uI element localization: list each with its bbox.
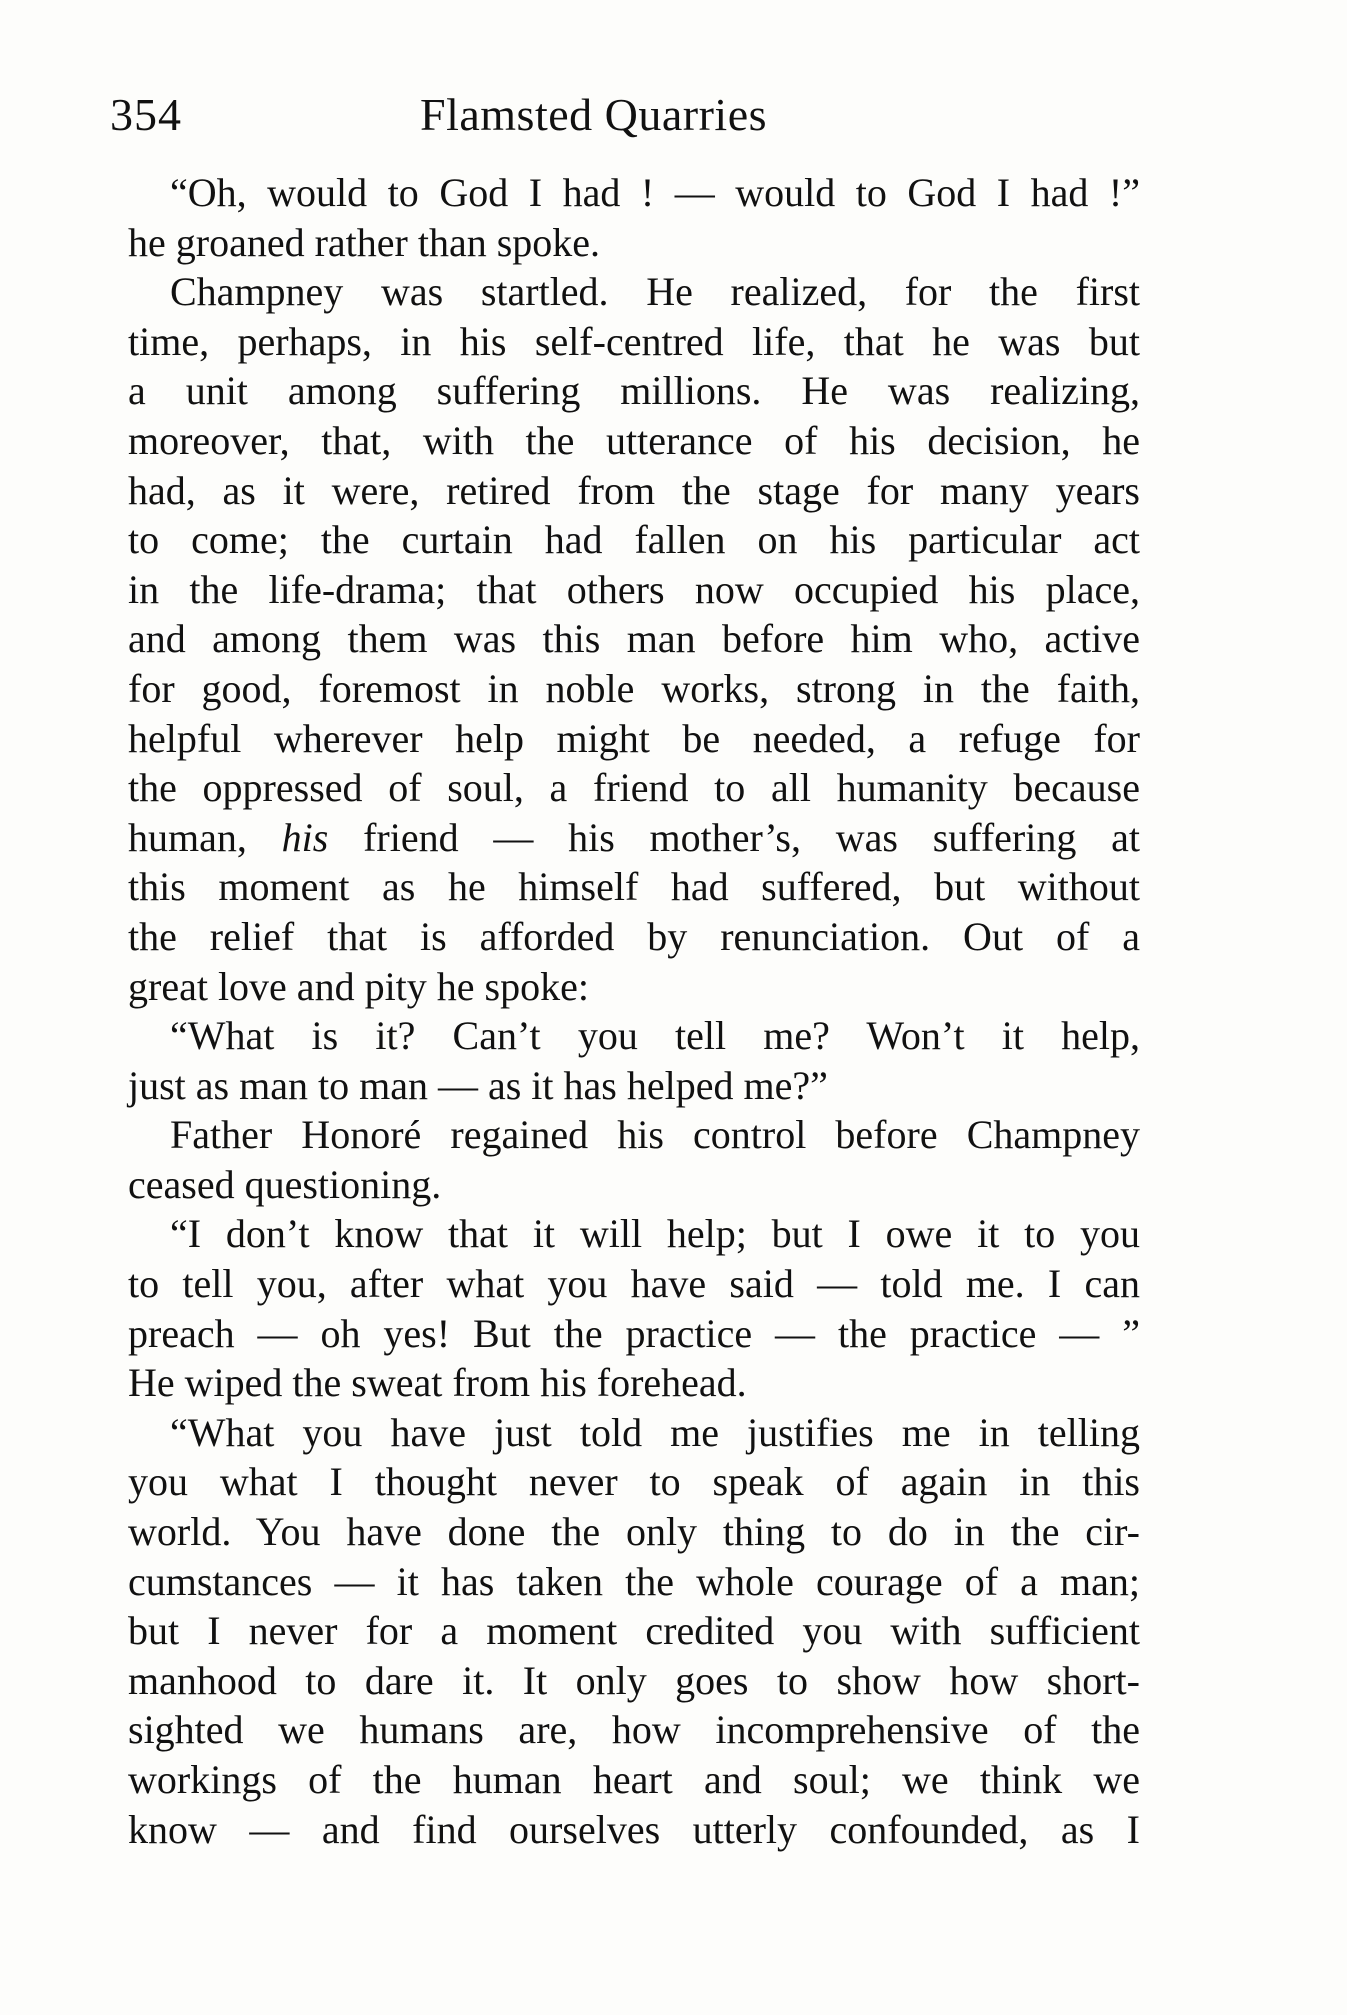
text-line: moreover, that, with the utterance of his decision, he <box>128 417 1140 463</box>
text-line: “Oh, would to God I had ! — would to God I had !” <box>170 170 1140 215</box>
text-line: “I don’t know that it will help; but I owe it to you <box>170 1211 1140 1257</box>
text-line: the relief that is afforded by renunciation. Out of a <box>128 913 1140 959</box>
text-line: and among them was this man before him who, active <box>128 616 1140 662</box>
text-segment: friend — his mother’s, was suffering at <box>328 814 1140 860</box>
text-line: had, as it were, retired from the stage for many years <box>128 467 1140 513</box>
text-line: sighted we humans are, how incomprehensive of the <box>128 1707 1140 1753</box>
text-line: great love and pity he spoke: <box>128 963 589 1009</box>
text-line: Father Honoré regained his control before Champney <box>170 1112 1140 1158</box>
text-line: “What is it? Can’t you tell me? Won’t it help, <box>170 1013 1140 1059</box>
text-line: he groaned rather than spoke. <box>128 219 601 265</box>
text-line: time, perhaps, in his self-centred life, that he was but <box>128 318 1140 364</box>
text-line: know — and find ourselves utterly confounded, as I <box>128 1806 1140 1852</box>
text-line: to tell you, after what you have said — told me. I can <box>128 1261 1140 1307</box>
text-line: world. You have done the only thing to do in the cir- <box>128 1509 1140 1555</box>
text-line: workings of the human heart and soul; we think we <box>128 1757 1140 1802</box>
text-line: ceased questioning. <box>128 1161 442 1207</box>
text-segment: human, <box>128 814 282 860</box>
page-number: 354 <box>110 89 182 140</box>
text-line: helpful wherever help might be needed, a refuge for <box>128 715 1140 761</box>
text-line: preach — oh yes! But the practice — the practice — ” <box>128 1310 1140 1356</box>
text-line: you what I thought never to speak of again in this <box>128 1459 1140 1505</box>
text-line: a unit among suffering millions. He was realizing, <box>128 368 1140 414</box>
text-line: the oppressed of soul, a friend to all humanity because <box>128 765 1140 811</box>
running-title: Flamsted Quarries <box>420 89 768 140</box>
text-line: “What you have just told me justifies me in telling <box>170 1409 1140 1455</box>
italic-word: his <box>281 814 329 860</box>
text-line: manhood to dare it. It only goes to show how short- <box>128 1657 1140 1703</box>
body-text <box>128 168 1140 1854</box>
running-head <box>110 88 1140 158</box>
text-line: cumstances — it has taken the whole courage of a man; <box>128 1558 1140 1604</box>
text-line: but I never for a moment credited you with sufficient <box>128 1608 1140 1654</box>
text-line: for good, foremost in noble works, strong in the faith, <box>128 665 1140 711</box>
text-line: Champney was startled. He realized, for the first <box>170 269 1140 315</box>
text-line: in the life-drama; that others now occupied his place, <box>128 566 1140 612</box>
text-line: He wiped the sweat from his forehead. <box>128 1360 747 1406</box>
text-line: this moment as he himself had suffered, but without <box>128 864 1140 910</box>
text-line <box>128 813 1140 863</box>
text-line: to come; the curtain had fallen on his particular act <box>128 517 1140 563</box>
text-line: just as man to man — as it has helped me?” <box>128 1062 828 1108</box>
